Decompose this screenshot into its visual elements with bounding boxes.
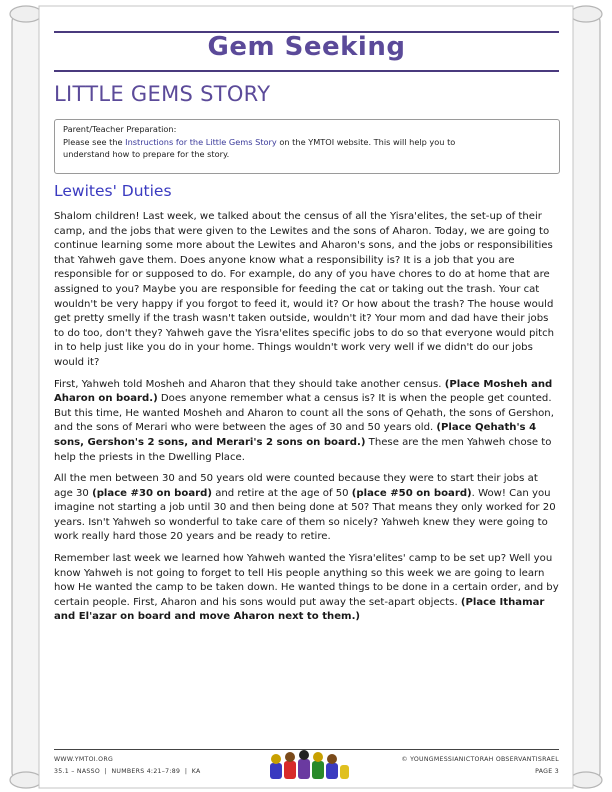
paragraph-4: Remember last week we learned how Yahweh wanted the Yisra'elites' camp to be set up? Well you know Yahweh is not going to forget to tell His people anything so this week we are going to learn how He wanted the camp to be taken down. He wanted things to be done in a certain order, and by certain people. First, Aharon and his sons would put away the set-apart objects. (Place Ithamar and El'azar on board and move Aharon next to them.) [54,553,559,623]
instruction: (Place Ithamar and El'azar on board and move Aharon next to them.) [54,596,545,623]
instructions-link[interactable]: Instructions for the Little Gems Story [125,136,277,147]
instruction: (Place Qehath's 4 sons, Gershon's 2 sons, and Merari's 2 sons on board.) [54,422,537,448]
story-body [54,210,559,632]
preparation-text-line2: understand how to prepare for the story. [63,149,230,159]
preparation-text: Please see the Instructions for the Little Gems Story on the YMTOI website. This will help you to [63,136,456,147]
footer-copyright: © YOUNGMESSIANICTORAH OBSERVANTISRAEL [401,756,559,763]
page-title: Gem Seeking [207,32,406,62]
header-rule-bottom [54,70,559,72]
instruction: (place #30 on board) [92,487,212,499]
preparation-label: Parent/Teacher Preparation: [63,124,177,134]
kids-mascot-logo [268,750,350,780]
footer-website[interactable]: WWW.YMTOI.ORG [54,756,114,763]
preparation-box [54,119,560,174]
instruction: (place #50 on board) [351,487,472,499]
story-heading: LITTLE GEMS STORY [54,82,271,106]
footer-page-number: PAGE 3 [535,768,559,775]
paragraph-1: Shalom children! Last week, we talked about the census of all the Yisra'elites, the set-up of their camp, and the jobs that were given to the Lewites and the sons of Aharon. Today, we are going to continue learning some more about the Lewites and Aharon's sons, and the jobs or responsibilities that Yahweh gave them. Does anyone know what a responsibility is? It is a job that you are responsible for or supposed to do. For example, do any of you have chores to do at home that are assigned to you? Maybe you are responsible for feeding the cat or taking out the trash. Your cat wouldn't be very happy if you forgot to feed it, would it? Or how about the trash? The house would get pretty smelly if the trash wasn't taken outside, wouldn't it? Your mom and dad have their jobs to do too, don't they? Yahweh gave the Yisra'elites specific jobs to do so that everyone would pitch in to help just like you do in your home. Things wouldn't work very well if we didn't do our jobs would it? [54,211,555,368]
instruction: (Place Mosheh and Aharon on board.) [54,378,553,405]
section-heading: Lewites' Duties [54,182,172,200]
footer-lesson: 35.1 – NASSO | NUMBERS 4:21–7:89 | KA [54,768,201,775]
paragraph-2: First, Yahweh told Mosheh and Aharon that they should take another census. (Place Mosheh and Aharon on board.) Does anyone remember what a census is? It is when the people get counted. But this time, He wanted Mosheh and Aharon to count all the sons of Qehath, the sons of Gershon, and the sons of Merari who were between the ages of 30 and 50 years old. (Place Qehath's 4 sons, Gershon's 2 sons, and Merari's 2 sons on board.) These are the men Yahweh chose to help the priests in the Dwelling Place. [54,378,554,463]
paragraph-3: All the men between 30 and 50 years old were counted because they were to start their jobs at age 30 (place #30 on board) and retire at the age of 50 (place #50 on board). Wow! Can you imagine not starting a job until 30 and then being done at 50? That means they only worked for 20 years. Isn't Yahweh so wonderful to take care of them so nicely? Yahweh knew they were going to work really hard those 20 years and be ready to retire. [54,473,556,543]
